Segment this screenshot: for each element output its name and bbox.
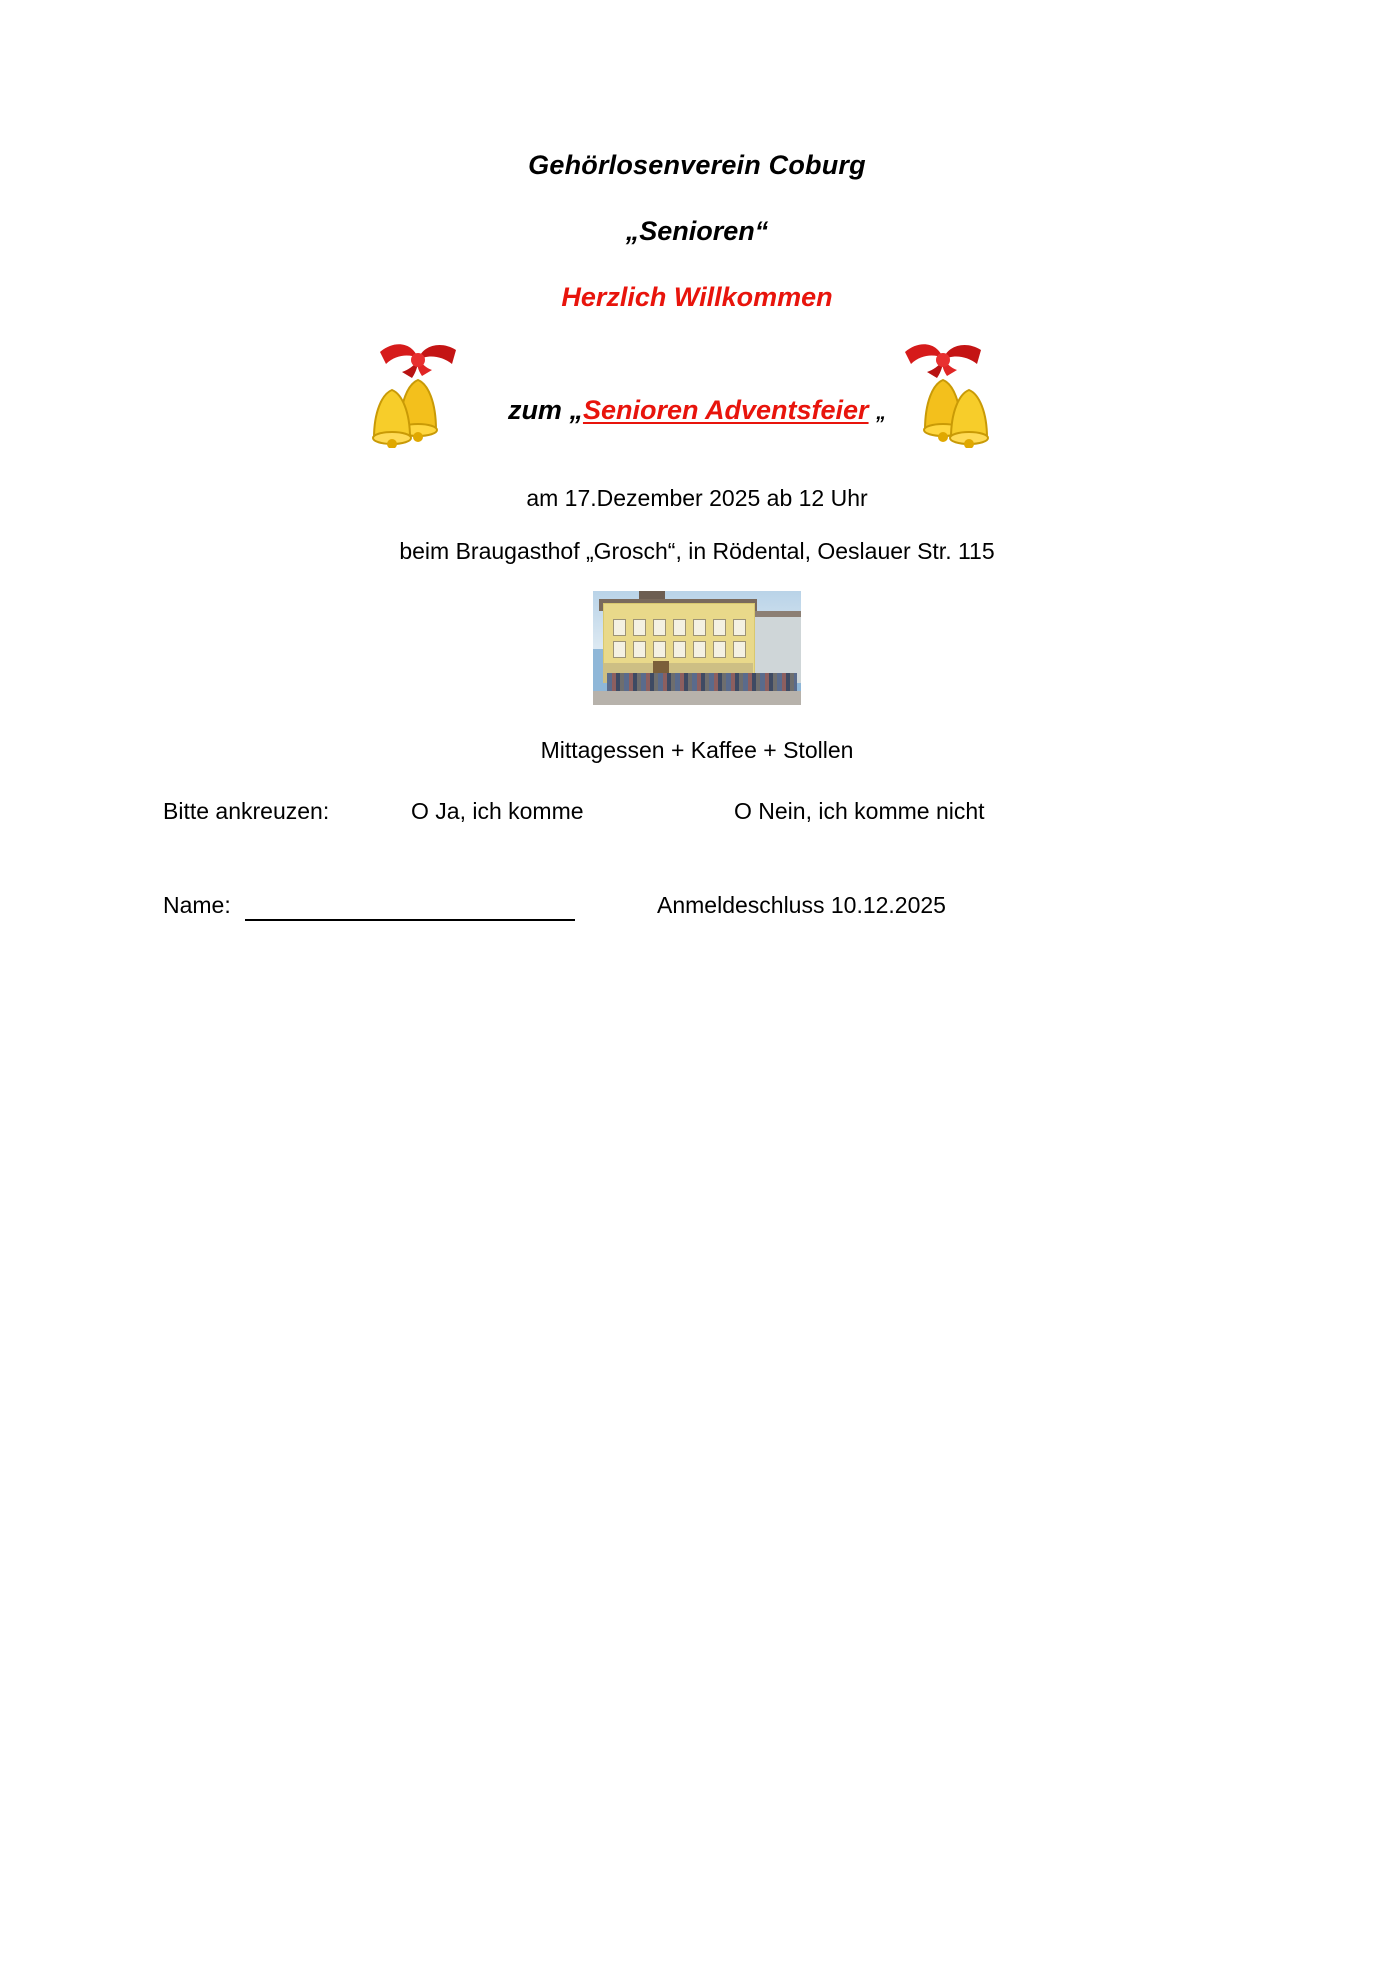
rsvp-label: Bitte ankreuzen: xyxy=(163,798,330,824)
name-label: Name: xyxy=(163,892,231,918)
event-quote-close: „ xyxy=(876,402,887,424)
bell-right-icon xyxy=(885,338,1005,448)
rsvp-option-yes[interactable]: O Ja, ich komme xyxy=(411,798,584,824)
event-title: Senioren Adventsfeier xyxy=(582,395,869,425)
menu-line: Mittagessen + Kaffee + Stollen xyxy=(540,737,854,763)
name-row xyxy=(0,892,1394,926)
bells-and-title-row xyxy=(0,333,1394,463)
event-prefix: zum xyxy=(507,395,562,425)
event-quote-open: „ xyxy=(569,395,583,425)
event-title-line xyxy=(0,395,1394,426)
bell-left-icon xyxy=(360,338,480,448)
registration-deadline: Anmeldeschluss 10.12.2025 xyxy=(657,892,946,918)
welcome-heading: Herzlich Willkommen xyxy=(561,282,833,312)
rsvp-option-no[interactable]: O Nein, ich komme nicht xyxy=(734,798,985,824)
venue-photo xyxy=(593,591,801,705)
group-heading: „Senioren“ xyxy=(625,216,769,246)
event-date-line: am 17.Dezember 2025 ab 12 Uhr xyxy=(526,485,868,511)
event-venue-line: beim Braugasthof „Grosch“, in Rödental, Oeslauer Str. 115 xyxy=(399,538,995,564)
venue-photo-wrapper xyxy=(0,591,1394,705)
organization-heading: Gehörlosenverein Coburg xyxy=(528,150,866,180)
name-input-line[interactable] xyxy=(245,919,575,921)
rsvp-row xyxy=(0,798,1394,832)
